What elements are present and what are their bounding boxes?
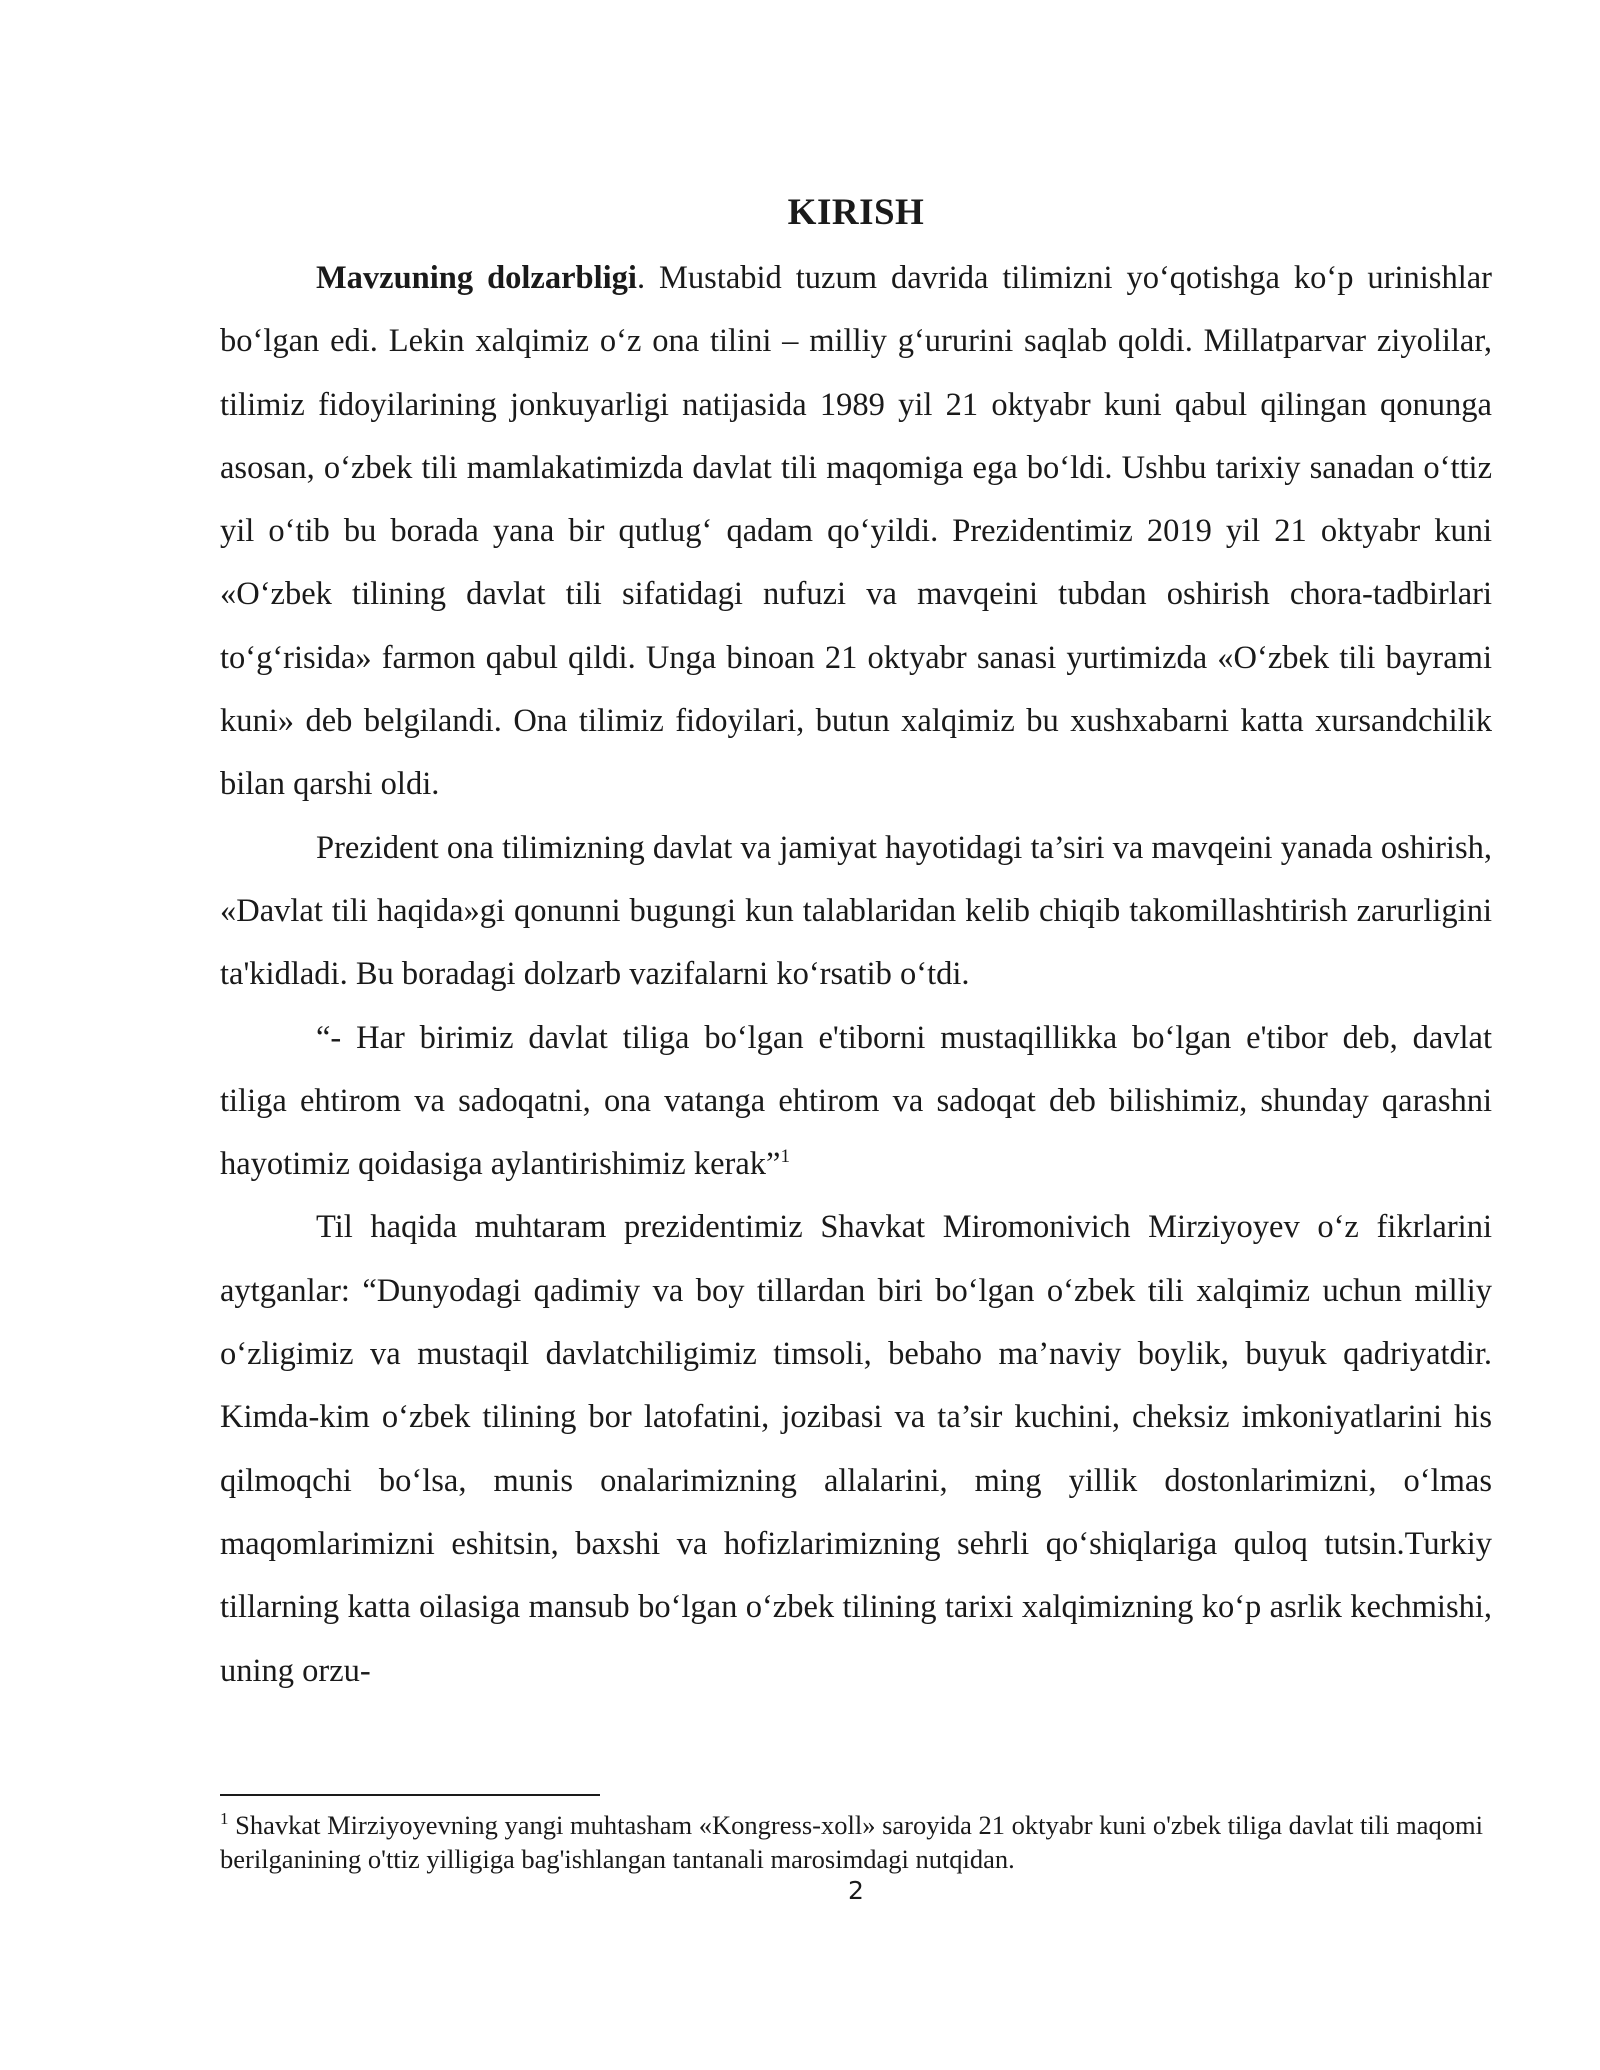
paragraph-president (220, 817, 1492, 1007)
footnote-separator (220, 1794, 600, 1796)
footnote-number: 1 (220, 1809, 229, 1829)
footnote (220, 1808, 1492, 1876)
paragraph-text: . Mustabid tuzum davrida tilimizni yoʻqotishga koʻp urinishlar boʻlgan edi. Lekin xalqimiz oʻz ona tilini – milliy gʻururini saqlab qoldi. Millatparvar ziyolilar, tilimiz fidoyilarining jonkuyarligi natijasida 1989 yil 21 oktyabr kuni qabul qilingan qonunga asosan, oʻzbek tili mamlakatimizda davlat tili maqomiga ega boʻldi. Ushbu tarixiy sanadan oʻttiz yil oʻtib bu borada yana bir qutlugʻ qadam qoʻyildi. Prezidentimiz 2019 yil 21 oktyabr kuni «Oʻzbek tilining davlat tili sifatidagi nufuzi va mavqeini tubdan oshirish chora-tadbirlari toʻgʻrisida» farmon qabul qildi. Unga binoan 21 oktyabr sanasi yurtimizda «Oʻzbek tili bayrami kuni» deb belgilandi. Ona tilimiz fidoyilari, butun xalqimiz bu xushxabarni katta xursandchilik bilan qarshi oldi. (220, 260, 1492, 803)
page-number: 2 (848, 1876, 864, 1905)
paragraph-text: “- Har birimiz davlat tiliga boʻlgan e'tiborni mustaqillikka boʻlgan e'tibor deb, davlat tiliga ehtirom va sadoqatni, ona vatanga ehtirom va sadoqat deb bilishimiz, shunday qarashni hayotimiz qoidasiga aylantirishimiz kerak” (220, 1019, 1492, 1183)
page-body (220, 185, 1492, 1703)
paragraph-relevance (220, 247, 1492, 817)
paragraph-lead-heading: Mavzuning dolzarbligi (316, 260, 637, 296)
footnote-reference[interactable]: 1 (780, 1146, 790, 1168)
paragraph-language-speech (220, 1196, 1492, 1702)
paragraph-quote (220, 1007, 1492, 1197)
footnote-text: Shavkat Mirziyoyevning yangi muhtasham «Kongress-xoll» saroyida 21 oktyabr kuni o'zbek tiliga davlat tili maqomi berilganining o'ttiz yilligiga bag'ishlangan tantanali marosimdagi nutqidan. (220, 1810, 1483, 1874)
paragraph-text: Prezident ona tilimizning davlat va jamiyat hayotidagi ta’siri va mavqeini yanada oshirish, «Davlat tili haqida»gi qonunni bugungi kun talablaridan kelib chiqib takomillashtirish zarurligini ta'kidladi. Bu boradagi dolzarb vazifalarni koʻrsatib oʻtdi. (220, 829, 1492, 993)
page-title: KIRISH (787, 192, 925, 233)
paragraph-text: Til haqida muhtaram prezidentimiz Shavkat Miromonivich Mirziyoyev oʻz fikrlarini aytganlar: “Dunyodagi qadimiy va boy tillardan biri boʻlgan oʻzbek tili xalqimiz uchun milliy oʻzligimiz va mustaqil davlatchiligimiz timsoli, bebaho ma’naviy boylik, buyuk qadriyatdir. Kimda-kim oʻzbek tilining bor latofatini, jozibasi va ta’sir kuchini, cheksiz imkoniyatlarini his qilmoqchi boʻlsa, munis onalarimizning allalarini, ming yillik dostonlarimizni, oʻlmas maqomlarimizni eshitsin, baxshi va hofizlarimizning sehrli qoʻshiqlariga quloq tutsin.Turkiy tillarning katta oilasiga mansub boʻlgan oʻzbek tilining tarixi xalqimizning koʻp asrlik kechmishi, uning orzu- (220, 1209, 1492, 1689)
